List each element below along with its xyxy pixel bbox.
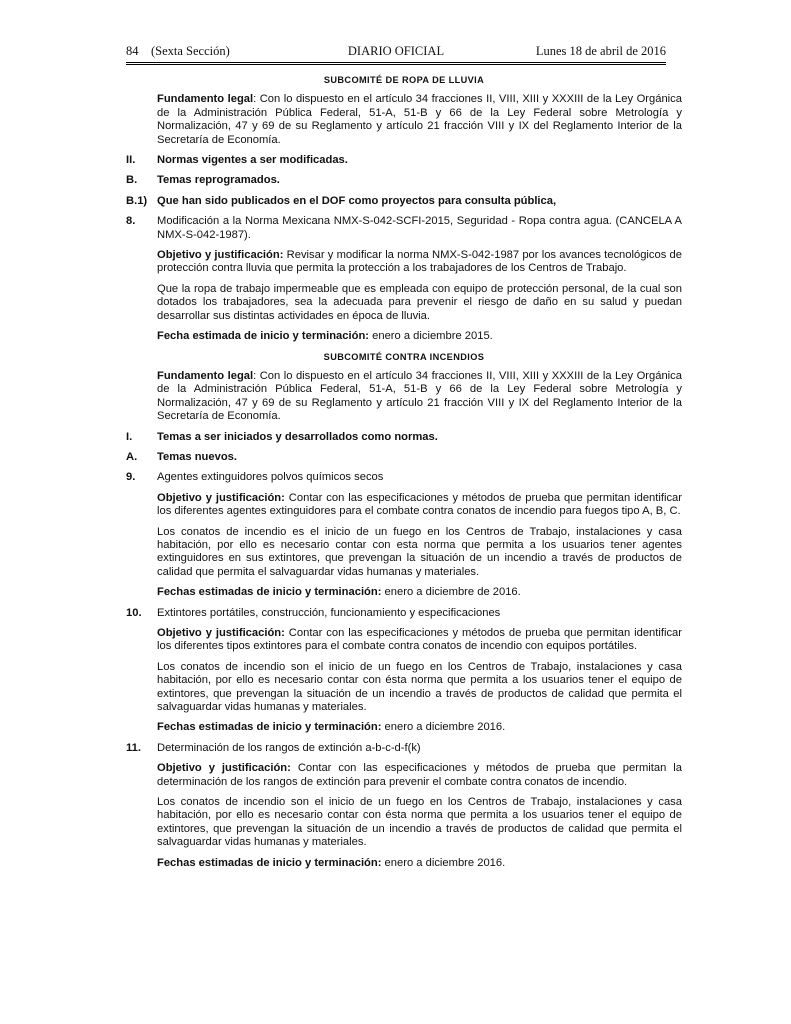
section-a-number: A. bbox=[126, 450, 138, 463]
item-8-text: Modificación a la Norma Mexicana NMX-S-042-SCFI-2015, Seguridad - Ropa contra agua. (CANCELA A NMX-S-042-1987). bbox=[157, 215, 682, 241]
item-10-number: 10. bbox=[126, 606, 142, 619]
item-9-number: 9. bbox=[126, 471, 136, 484]
section-b1-text: Que han sido publicados en el DOF como proyectos para consulta pública, bbox=[157, 194, 557, 207]
item-11-objective bbox=[157, 762, 682, 789]
item-9-text: Agentes extinguidores polvos químicos secos bbox=[157, 471, 384, 484]
section-i-number: I. bbox=[126, 430, 133, 443]
section-a-text: Temas nuevos. bbox=[157, 450, 237, 463]
item-9-objective bbox=[157, 492, 682, 519]
header-publication: DIARIO OFICIAL bbox=[347, 44, 445, 58]
legal-basis-fire bbox=[157, 370, 682, 424]
subcommittee-title-rain: SUBCOMITÉ DE ROPA DE LLUVIA bbox=[323, 75, 485, 85]
legal-basis-label: Fundamento legal bbox=[157, 369, 254, 382]
date-text: enero a diciembre 2015. bbox=[369, 330, 493, 343]
item-11 bbox=[126, 742, 682, 755]
date-label: Fecha estimada de inicio y terminación: bbox=[157, 330, 370, 343]
item-10-paragraph: Los conatos de incendio son el inicio de un fuego en los Centros de Trabajo, instalaciones y casa habitación, por ello es necesario contar con ésta norma que permita a los usuarios tener el equipo de extintores, que prevengan la situación de un incendio a través de productos de calidad que permita el salvaguardar vidas humanas y materiales. bbox=[157, 660, 682, 714]
section-i-text: Temas a ser iniciados y desarrollados como normas. bbox=[157, 430, 438, 443]
header-rule-second bbox=[126, 64, 666, 65]
date-text: enero a diciembre 2016. bbox=[381, 856, 506, 869]
legal-basis-text: : Con lo dispuesto en el artículo 34 fracciones II, VIII, XIII y XXXIII de la Ley Orgánica de la Administración Pública Federal, 51-A, 51-B y 66 de la Ley Federal sobre Metrología y Normalización, 47 y 69 de su Reglamento y artículo 21 fracción VIII y IX del Reglamento Interior de la Secretaría de Economía. bbox=[157, 93, 682, 146]
item-10-date bbox=[157, 721, 682, 734]
header-rule bbox=[126, 62, 666, 63]
item-9-paragraph: Los conatos de incendio es el inicio de un fuego en los Centros de Trabajo, instalaciones y casa habitación, por ello es necesario contar con esta norma que permita a los usuarios tener agentes extinguidores en sus extintores, que prevengan la situación de un incendio a través de productos de calidad que permita el salvaguardar vidas humanas y materiales. bbox=[157, 525, 682, 578]
section-a bbox=[126, 451, 682, 464]
legal-basis-label: Fundamento legal bbox=[157, 93, 254, 106]
date-text: enero a diciembre 2016. bbox=[381, 721, 506, 734]
item-10 bbox=[126, 607, 682, 620]
objective-text: Contar con las especificaciones y métodos de prueba que permitan la determinación de los rangos de extinción para prevenir el combate contra conatos de incendio. bbox=[157, 762, 682, 788]
item-11-date bbox=[157, 857, 682, 870]
section-b1 bbox=[126, 195, 682, 208]
section-b bbox=[126, 174, 682, 187]
date-label: Fechas estimadas de inicio y terminación: bbox=[157, 856, 382, 869]
header-page-section: 84 (Sexta Sección) bbox=[126, 44, 230, 58]
section-b1-number: B.1) bbox=[126, 194, 148, 207]
item-11-paragraph: Los conatos de incendio son el inicio de un fuego en los Centros de Trabajo, instalaciones y casa habitación, por ello es necesario contar con ésta norma que permita a los usuarios tener el equipo de extintores, que prevengan la situación de un incendio a través de productos de calidad que permita el salvaguardar vidas humanas y materiales. bbox=[157, 796, 682, 849]
objective-label: Objetivo y justificación: bbox=[157, 491, 285, 504]
item-11-number: 11. bbox=[126, 741, 141, 754]
section-ii bbox=[126, 154, 682, 167]
item-8-paragraph: Que la ropa de trabajo impermeable que es empleada con equipo de protección personal, de la cual son dotados los trabajadores, sea la adecuada para prevenir el riesgo de daño en su salud y puedan desarrollar sus distintas actividades en época de lluvia. bbox=[157, 282, 682, 322]
subcommittee-title-fire: SUBCOMITÉ CONTRA INCENDIOS bbox=[323, 351, 485, 362]
objective-label: Objetivo y justificación: bbox=[157, 762, 291, 775]
date-label: Fechas estimadas de inicio y terminación: bbox=[157, 586, 382, 599]
legal-basis-text: : Con lo dispuesto en el artículo 34 fracciones II, VIII, XIII y XXXIII de la Ley Orgánica de la Administración Pública Federal, 51-A, 51-B y 66 de la Ley Federal sobre Metrología y Normalización, 47 y 69 de su Reglamento y artículo 21 fracción VIII y IX del Reglamento Interior de la Secretaría de Economía. bbox=[157, 369, 682, 423]
item-8-number: 8. bbox=[126, 215, 136, 228]
item-8 bbox=[126, 215, 682, 242]
objective-text: Contar con las especificaciones y métodos de prueba que permitan identificar los diferentes tipos extintores para el combate contra conatos de incendio con equipos portátiles. bbox=[157, 627, 682, 653]
header-date: Lunes 18 de abril de 2016 bbox=[535, 44, 666, 58]
item-8-objective bbox=[157, 249, 682, 276]
section-ii-text: Normas vigentes a ser modificadas. bbox=[157, 154, 348, 167]
objective-text: Contar con las especificaciones y métodos de prueba que permitan identificar los diferentes agentes extinguidores para el combate contra conatos de incendio para fuegos tipo A, B, C. bbox=[157, 491, 682, 518]
section-b-number: B. bbox=[126, 174, 138, 187]
item-9 bbox=[126, 471, 682, 484]
item-11-text: Determinación de los rangos de extinción a-b-c-d-f(k) bbox=[157, 741, 421, 754]
document-body bbox=[126, 70, 682, 877]
date-text: enero a diciembre de 2016. bbox=[381, 586, 521, 599]
objective-label: Objetivo y justificación: bbox=[157, 249, 284, 262]
item-8-date bbox=[157, 330, 682, 343]
item-10-text: Extintores portátiles, construcción, funcionamiento y especificaciones bbox=[157, 606, 501, 619]
page-header bbox=[126, 44, 666, 60]
section-b-text: Temas reprogramados. bbox=[157, 174, 280, 187]
objective-label: Objetivo y justificación: bbox=[157, 627, 285, 639]
item-9-date bbox=[157, 586, 682, 599]
section-ii-number: II. bbox=[126, 154, 136, 167]
objective-text: Revisar y modificar la norma NMX-S-042-1987 por los avances tecnológicos de protección contra lluvia que permita la protección a los trabajadores de los Centros de Trabajo. bbox=[157, 249, 682, 275]
section-i bbox=[126, 431, 682, 444]
item-10-objective bbox=[157, 627, 682, 654]
date-label: Fechas estimadas de inicio y terminación: bbox=[157, 721, 382, 734]
legal-basis-rain bbox=[157, 93, 682, 147]
